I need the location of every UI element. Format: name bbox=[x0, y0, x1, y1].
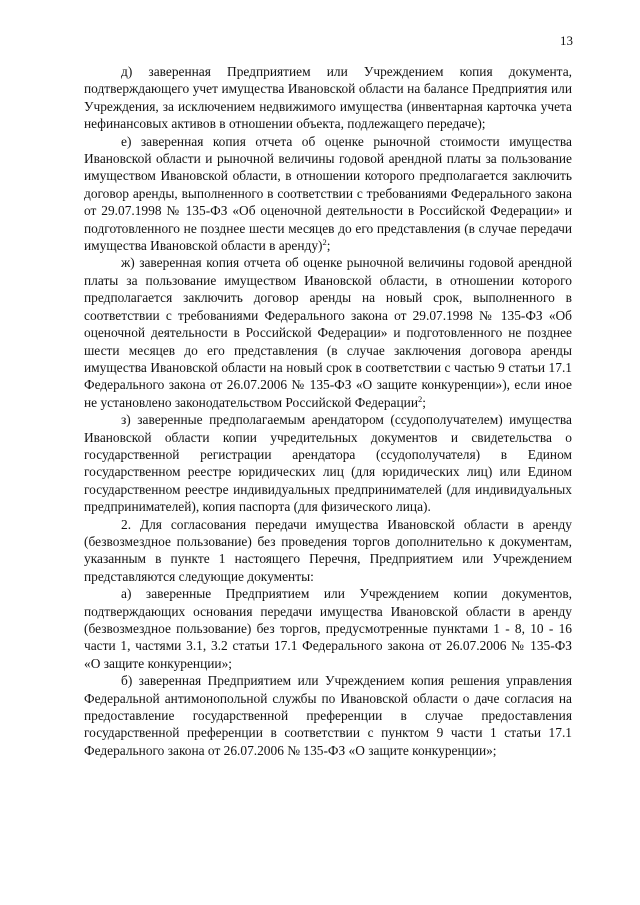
paragraph-z bbox=[84, 411, 572, 515]
paragraph-text: а) заверенные Предприятием или Учреждением копии документов, подтверждающих основания передачи имущества Ивановской области в аренду (безвозмездное пользование) без торгов, предусмотренные пунктами 1 - 8, 10 - 16 части 1, частями 3.1, 3.2 статьи 17.1 Федерального закона от 26.07.2006 № 135-ФЗ «О защите конкуренции»; bbox=[84, 586, 572, 671]
paragraph-text: е) заверенная копия отчета об оценке рыночной стоимости имущества Ивановской области и рыночной величины годовой арендной платы за пользование имуществом Ивановской области, в отношении которого предполагается заключить договор аренды, выполненного в соответствии с требованиями Федерального закона от 29.07.1998 № 135-ФЗ «Об оценочной деятельности в Российской Федерации» и подготовленного не позднее шести месяцев до его представления (в случае передачи имущества Ивановской области в аренду) bbox=[84, 133, 572, 254]
paragraph-tail: ; bbox=[422, 394, 426, 410]
paragraph-a bbox=[84, 585, 572, 672]
paragraph-text: ж) заверенная копия отчета об оценке рыночной величины годовой арендной платы за пользование имуществом Ивановской области, в отношении которого предполагается заключить договор аренды на новый срок, выполненного в соответствии с требованиями Федерального закона от 29.07.1998 № 135-ФЗ «Об оценочной деятельности в Российской Федерации» и подготовленного не позднее шести месяцев до его представления (в случае заключения договора аренды имущества Ивановской области на новый срок в соответствии с частью 9 статьи 17.1 Федерального закона от 26.07.2006 № 135-ФЗ «О защите конкуренции»), если иное не установлено законодательством Российской Федерации bbox=[84, 255, 572, 410]
footnote-ref: 2 bbox=[322, 237, 327, 248]
paragraph-b bbox=[84, 672, 572, 759]
paragraph-tail: ; bbox=[326, 238, 331, 254]
paragraph-text: д) заверенная Предприятием или Учреждением копия документа, подтверждающего учет имущества Ивановской области на балансе Предприятия или Учреждения, за исключением недвижимого имущества (инвентарная карточка учета нефинансовых активов в отношении объекта, подлежащего передаче); bbox=[84, 64, 572, 132]
footnote-ref: 2 bbox=[418, 393, 423, 404]
paragraph-d bbox=[84, 63, 572, 133]
document-body bbox=[84, 63, 572, 759]
paragraph-text: б) заверенная Предприятием или Учреждением копия решения управления Федеральной антимонопольной службы по Ивановской области о даче согласия на предоставление государственной преференции в случае предоставления государственной преференции в соответствии с пунктом 9 части 1 статьи 17.1 Федерального закона от 26.07.2006 № 135-ФЗ «О защите конкуренции»; bbox=[84, 673, 572, 758]
paragraph-2 bbox=[84, 516, 572, 586]
paragraph-zh bbox=[84, 254, 572, 411]
paragraph-e bbox=[84, 133, 572, 255]
page-number: 13 bbox=[560, 33, 573, 48]
paragraph-text: з) заверенные предполагаемым арендатором (ссудополучателем) имущества Ивановской области копии учредительных документов и свидетельства о государственной регистрации арендатора (ссудополучателя) в Едином государственном реестре юридических лиц (для юридических лиц) или Едином государственном реестре индивидуальных предпринимателей (для индивидуальных предпринимателей), копия паспорта (для физического лица). bbox=[84, 412, 572, 515]
paragraph-text: 2. Для согласования передачи имущества Ивановской области в аренду (безвозмездное пользование) без проведения торгов дополнительно к документам, указанным в пункте 1 настоящего Перечня, Предприятием или Учреждением представляются следующие документы: bbox=[84, 516, 572, 584]
